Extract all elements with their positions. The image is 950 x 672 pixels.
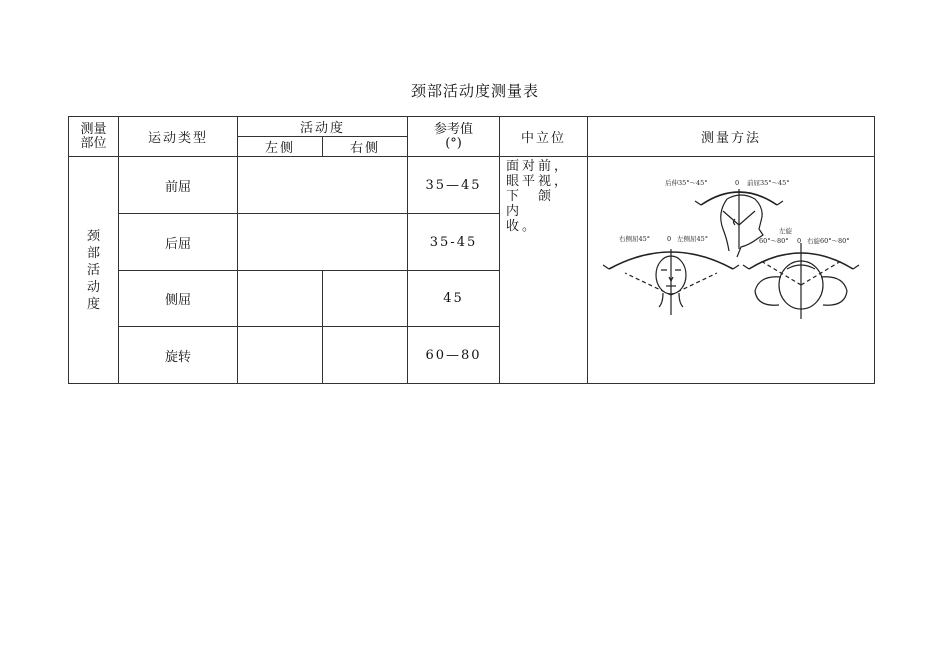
neck-rom-table <box>68 116 875 384</box>
page-title: 颈部活动度测量表 <box>410 82 539 100</box>
extension-label: 后伸35°～45° <box>664 179 708 187</box>
zero-label-right: 0 <box>796 237 801 245</box>
header-left: 左侧 <box>238 137 323 157</box>
header-reference <box>408 117 500 157</box>
rotation-diagram <box>743 243 859 319</box>
zero-label-left: 0 <box>666 235 671 243</box>
reference-flexion: 35—45 <box>408 157 500 214</box>
header-movement: 运动类型 <box>119 117 238 157</box>
header-right: 右侧 <box>323 137 408 157</box>
flexion-label: 前屈35°～45° <box>746 179 790 187</box>
measurement-method-figure <box>589 157 874 379</box>
right-lateral-label: 右侧屈45° <box>618 235 650 243</box>
part-cell <box>69 157 119 384</box>
part-char: 活 <box>86 262 100 278</box>
header-part-line2: 部位 <box>80 135 107 151</box>
header-range: 活动度 <box>238 117 408 137</box>
part-char: 颈 <box>86 228 100 244</box>
part-char: 度 <box>86 296 100 312</box>
reference-extension: 35-45 <box>408 214 500 271</box>
range-rotation-left <box>238 327 323 384</box>
header-method: 测量方法 <box>588 117 875 157</box>
left-lateral-label: 左侧屈45° <box>676 235 708 243</box>
zero-label-top: 0 <box>734 179 739 187</box>
left-rotation-label: 左旋 <box>778 227 792 235</box>
neutral-position-text <box>500 157 588 384</box>
movement-lateral: 侧屈 <box>119 271 238 327</box>
method-figure-cell <box>588 157 875 384</box>
header-part <box>69 117 119 157</box>
reference-lateral: 45 <box>408 271 500 327</box>
movement-extension: 后屈 <box>119 214 238 271</box>
neutral-line: 下 颌 内 <box>506 189 571 219</box>
range-rotation-right <box>323 327 408 384</box>
part-char: 动 <box>86 279 100 295</box>
right-rotation-label: 右旋60°～80° <box>806 237 850 245</box>
movement-flexion: 前屈 <box>119 157 238 214</box>
neutral-line: 面对前， <box>506 159 571 174</box>
header-reference-unit: (°) <box>445 135 462 151</box>
range-lateral-right <box>323 271 408 327</box>
reference-rotation: 60—80 <box>408 327 500 384</box>
movement-rotation: 旋转 <box>119 327 238 384</box>
left-rotation-range: 60°～80° <box>758 237 789 245</box>
neutral-line: 眼平视， <box>506 174 571 189</box>
flexion-extension-diagram <box>695 189 783 257</box>
neutral-line: 收。 <box>506 219 539 234</box>
range-extension-cell <box>238 214 408 271</box>
lateral-flexion-diagram <box>603 249 739 315</box>
header-part-line1: 测量 <box>80 121 107 137</box>
part-char: 部 <box>86 245 100 261</box>
header-reference-label: 参考值 <box>434 121 474 137</box>
header-neutral: 中立位 <box>500 117 588 157</box>
range-flexion-cell <box>238 157 408 214</box>
range-lateral-left <box>238 271 323 327</box>
